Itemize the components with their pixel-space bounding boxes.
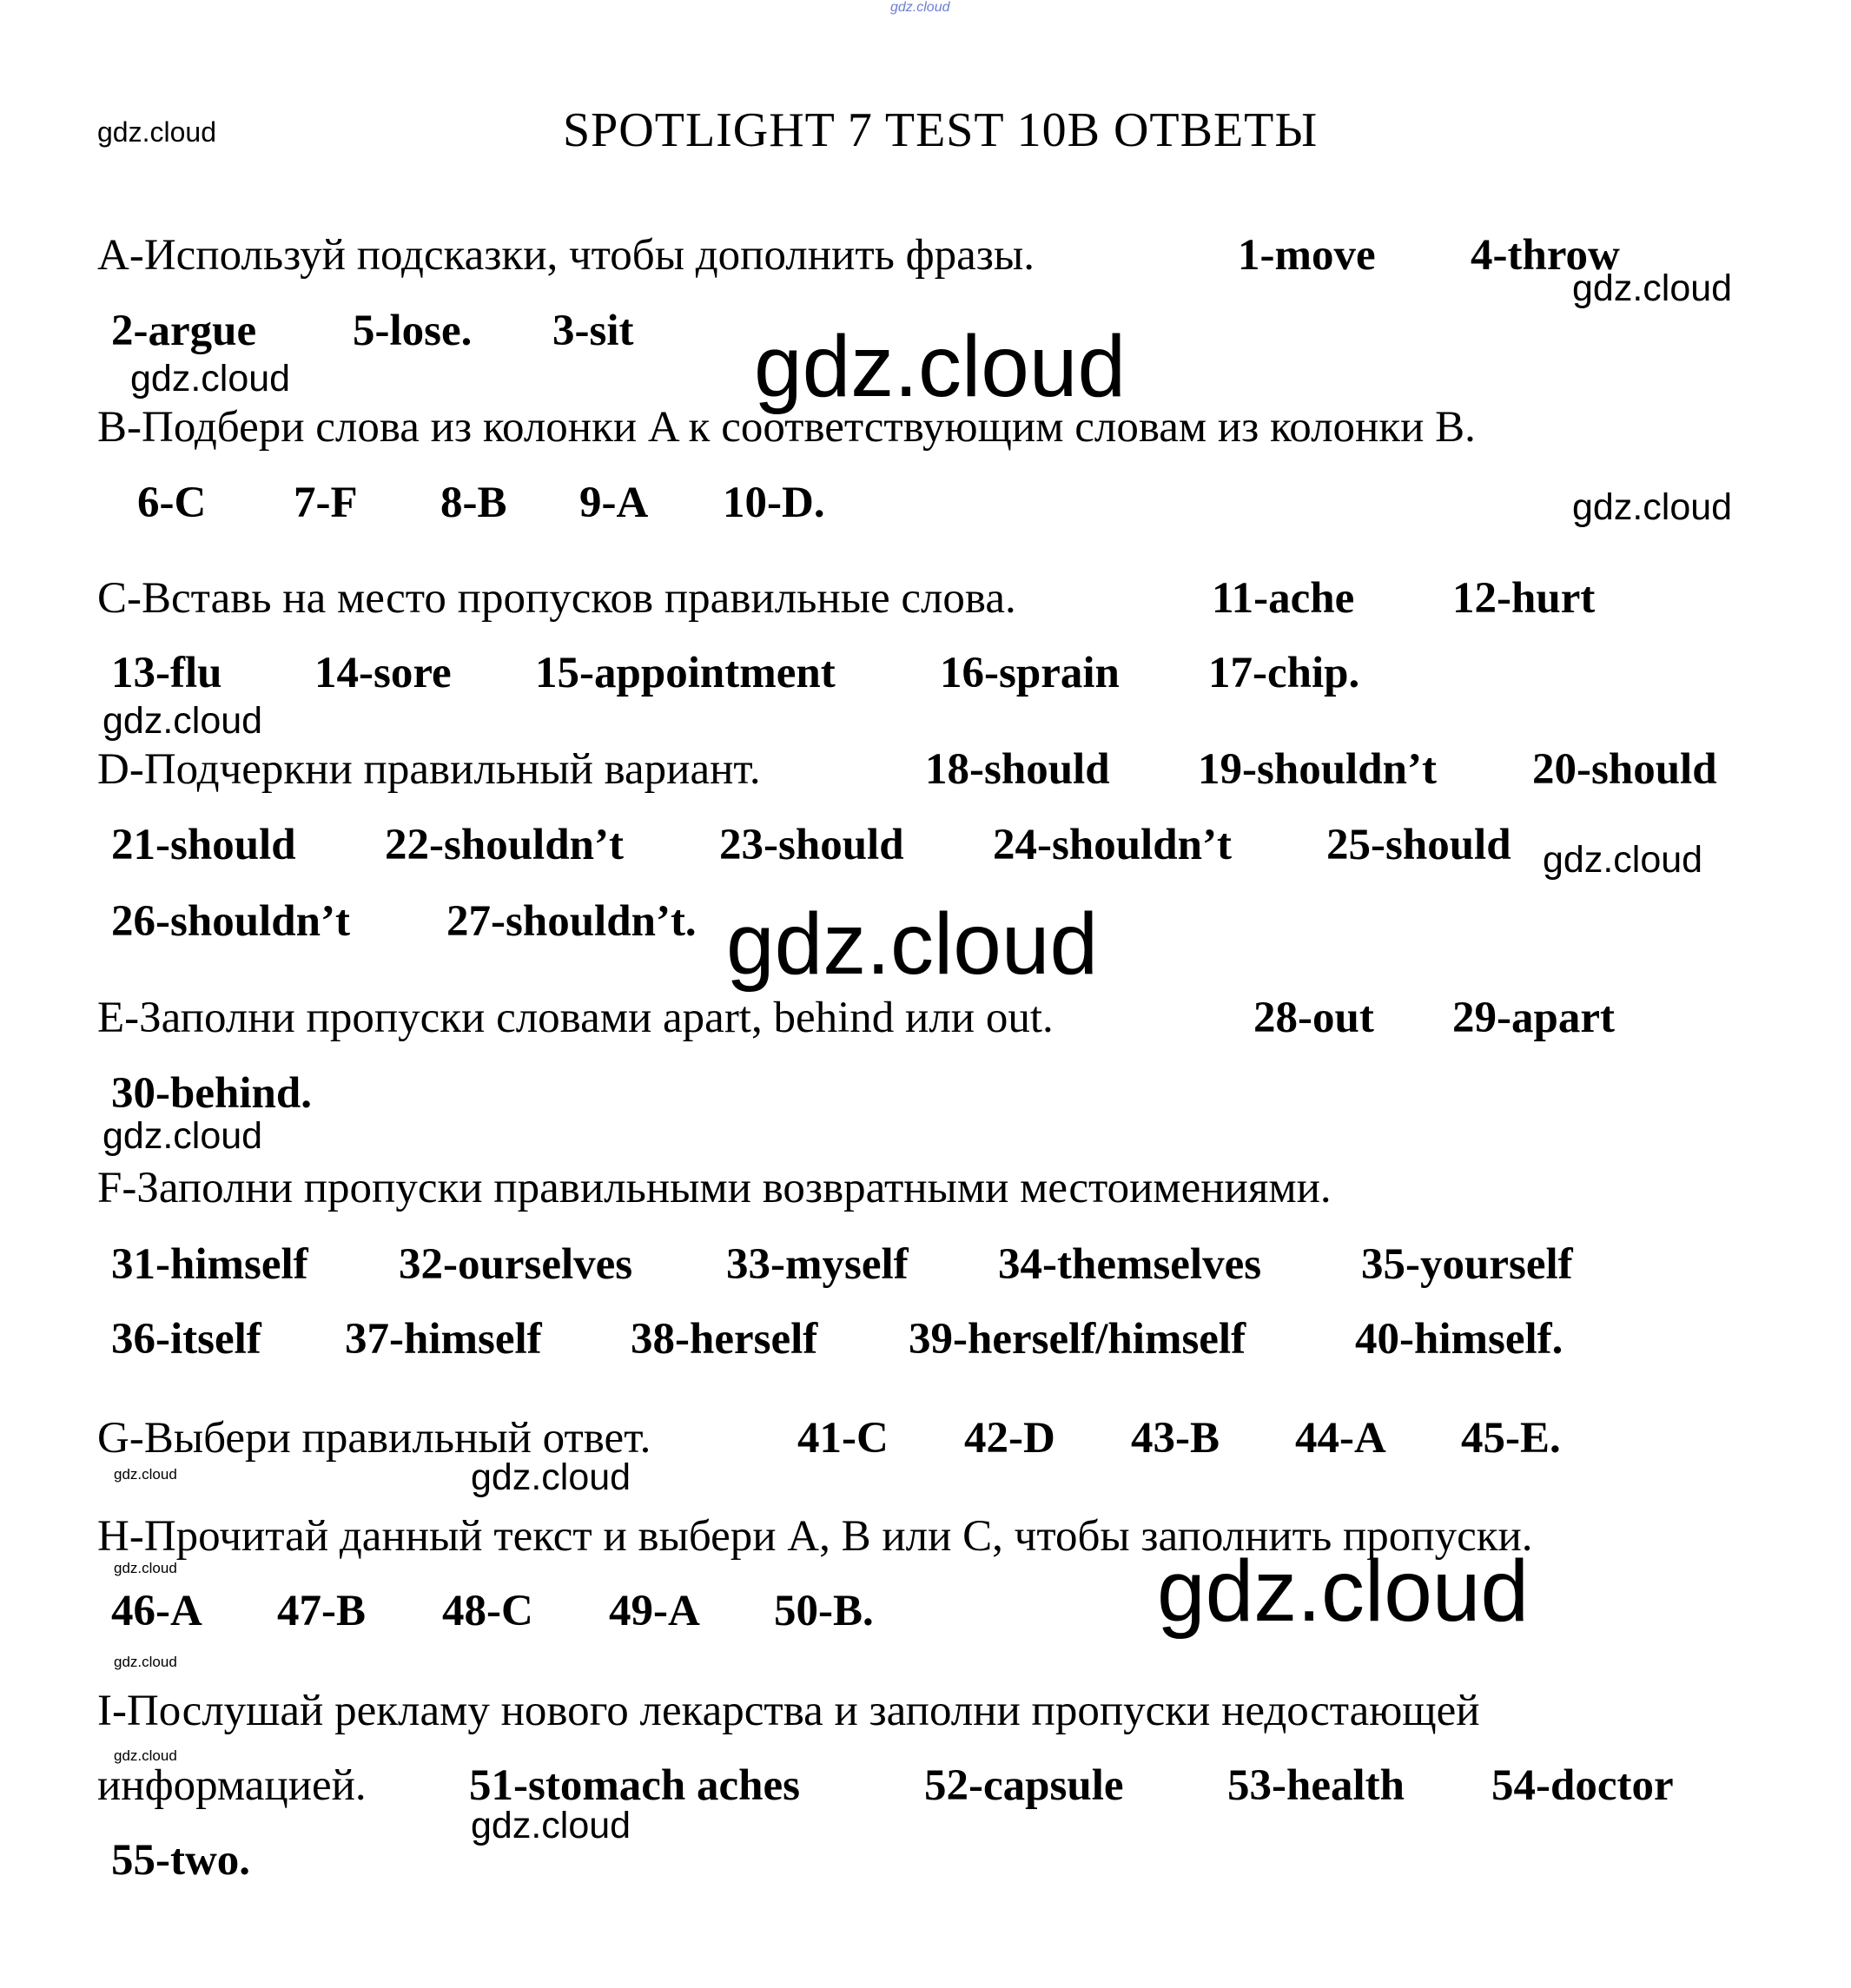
- top-watermark: gdz.cloud: [890, 0, 950, 15]
- answer: 49-A: [609, 1587, 700, 1635]
- section-b-instruction: B-Подбери слова из колонки A к соответствующим словам из колонки B.: [97, 403, 1476, 452]
- watermark: gdz.cloud: [102, 1115, 263, 1157]
- watermark: gdz.cloud: [114, 1654, 177, 1670]
- section-i-instruction: I-Послушай рекламу нового лекарства и заполни пропуски недостающей: [97, 1687, 1480, 1735]
- answer: 36-itself: [111, 1315, 261, 1364]
- answer: 50-B.: [774, 1587, 874, 1635]
- answer: 2-argue: [111, 307, 257, 355]
- answer: 9-A: [579, 479, 649, 527]
- answer: 44-A: [1295, 1414, 1386, 1463]
- answer: 19-shouldn’t: [1198, 745, 1437, 794]
- answer: 14-sore: [314, 649, 452, 697]
- answer: 17-chip.: [1208, 649, 1360, 697]
- section-f-instruction: F-Заполни пропуски правильными возвратными местоимениями.: [97, 1164, 1332, 1212]
- answer: 6-C: [137, 479, 207, 527]
- answer: 16-sprain: [940, 649, 1120, 697]
- answer: 32-ourselves: [399, 1240, 633, 1289]
- answer: 51-stomach aches: [469, 1761, 801, 1810]
- answer: 27-shouldn’t.: [446, 897, 697, 946]
- answer: 1-move: [1238, 231, 1376, 280]
- section-e-instruction: E-Заполни пропуски словами apart, behind или out.: [97, 994, 1054, 1042]
- answer: 42-D: [964, 1414, 1055, 1463]
- answer: 3-sit: [552, 307, 634, 355]
- answer: 29-apart: [1452, 994, 1615, 1042]
- answer: 18-should: [925, 745, 1110, 794]
- answer: 13-flu: [111, 649, 222, 697]
- answer: 22-shouldn’t: [385, 821, 624, 869]
- watermark-large: gdz.cloud: [1157, 1542, 1530, 1640]
- answer: 12-hurt: [1452, 574, 1596, 623]
- section-g-instruction: G-Выбери правильный ответ.: [97, 1414, 651, 1463]
- watermark: gdz.cloud: [1572, 486, 1733, 528]
- answer: 10-D.: [723, 479, 825, 527]
- answer: 45-E.: [1461, 1414, 1561, 1463]
- section-a-instruction: A-Используй подсказки, чтобы дополнить фразы.: [97, 231, 1035, 280]
- answer: 47-B: [277, 1587, 366, 1635]
- answer: 53-health: [1227, 1761, 1405, 1810]
- watermark: gdz.cloud: [130, 358, 291, 400]
- answer: 40-himself.: [1355, 1315, 1563, 1364]
- answer: 52-capsule: [924, 1761, 1124, 1810]
- answer: 23-should: [719, 821, 904, 869]
- section-i-instruction-cont: информацией.: [97, 1761, 367, 1810]
- section-c-instruction: C-Вставь на место пропусков правильные слова.: [97, 574, 1016, 623]
- answer: 55-two.: [111, 1836, 251, 1885]
- answer: 31-himself: [111, 1240, 308, 1289]
- answer: 11-ache: [1212, 574, 1355, 623]
- answer: 46-A: [111, 1587, 202, 1635]
- answer: 21-should: [111, 821, 296, 869]
- answer: 4-throw: [1471, 231, 1620, 280]
- answer: 37-himself: [345, 1315, 542, 1364]
- watermark: gdz.cloud: [471, 1456, 631, 1498]
- answer: 35-yourself: [1361, 1240, 1573, 1289]
- answer: 28-out: [1253, 994, 1374, 1042]
- answer: 34-themselves: [998, 1240, 1262, 1289]
- answer: 43-B: [1131, 1414, 1220, 1463]
- answer: 30-behind.: [111, 1069, 312, 1118]
- answer: 7-F: [294, 479, 358, 527]
- watermark-large: gdz.cloud: [726, 895, 1099, 993]
- page-title: SPOTLIGHT 7 TEST 10B ОТВЕТЫ: [563, 103, 1319, 157]
- answer: 48-C: [442, 1587, 533, 1635]
- answer: 8-B: [440, 479, 507, 527]
- section-d-instruction: D-Подчеркни правильный вариант.: [97, 745, 761, 794]
- watermark: gdz.cloud: [114, 1747, 177, 1764]
- answer: 20-should: [1532, 745, 1717, 794]
- watermark: gdz.cloud: [102, 700, 263, 742]
- answer: 33-myself: [726, 1240, 909, 1289]
- watermark: gdz.cloud: [97, 116, 216, 148]
- watermark: gdz.cloud: [114, 1560, 177, 1576]
- watermark: gdz.cloud: [114, 1466, 177, 1483]
- watermark: gdz.cloud: [1572, 267, 1733, 309]
- answer: 41-C: [797, 1414, 889, 1463]
- answer: 24-shouldn’t: [993, 821, 1232, 869]
- watermark-large: gdz.cloud: [754, 318, 1127, 415]
- answer: 5-lose.: [353, 307, 473, 355]
- answer: 38-herself: [631, 1315, 818, 1364]
- watermark: gdz.cloud: [1543, 839, 1703, 881]
- answer: 15-appointment: [535, 649, 836, 697]
- watermark: gdz.cloud: [471, 1805, 631, 1846]
- answer: 26-shouldn’t: [111, 897, 350, 946]
- section-h-instruction: H-Прочитай данный текст и выбери A, B или C, чтобы заполнить пропуски.: [97, 1512, 1533, 1561]
- answer: 54-doctor: [1491, 1761, 1674, 1810]
- answer: 39-herself/himself: [909, 1315, 1246, 1364]
- answer: 25-should: [1326, 821, 1511, 869]
